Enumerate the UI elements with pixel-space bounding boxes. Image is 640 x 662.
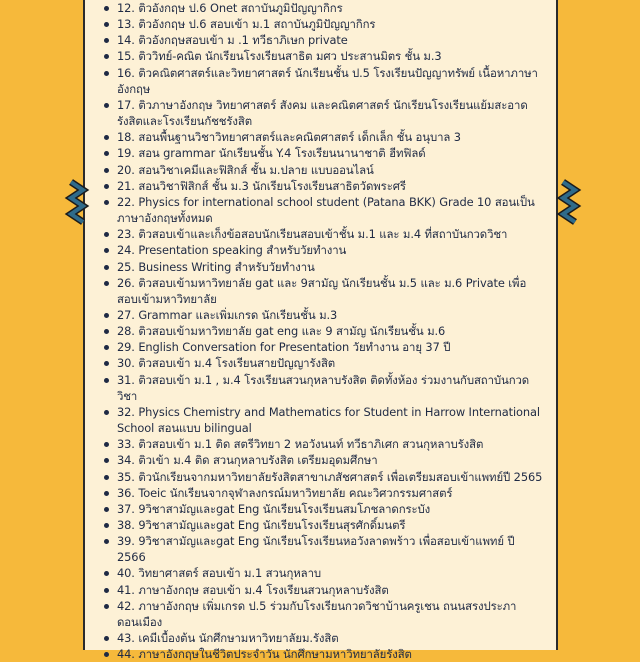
list-item: 23. ติวสอบเข้าและเก็งข้อสอบนักเรียนสอบเข้าชั้น ม.1 และ ม.4 ที่สถาบันกวดวิชา xyxy=(101,226,543,242)
list-item: 17. ติวภาษาอังกฤษ วิทยาศาสตร์ สังคม และคณิตศาสตร์ นักเรียนโรงเรียนแย้มสะอาดรังสิตและโรงเรียนกัชชรังสิต xyxy=(101,97,543,129)
list-item: 38. 9วิชาสามัญและgat Eng นักเรียนโรงเรียนสุรศักดิ์มนตรี xyxy=(101,517,543,533)
content-panel xyxy=(83,0,558,662)
list-item: 43. เคมีเบื้องต้น นักศึกษามหาวิทยาลัยม.รังสิต xyxy=(101,630,543,646)
list-item: 12. ติวอังกฤษ ป.6 Onet สถาบันภูมิปัญญากิกร xyxy=(101,0,543,16)
list-item: 13. ติวอังกฤษ ป.6 สอบเข้า ม.1 สถาบันภูมิปัญญากิกร xyxy=(101,16,543,32)
experience-list xyxy=(101,0,543,662)
list-item: 35. ติวนักเรียนจากมหาวิทยาลัยรังสิตสาขาเภสัชศาสตร์ เพื่อเตรียมสอบเข้าแพทย์ปี 2565 xyxy=(101,469,543,485)
list-item: 24. Presentation speaking สำหรับวัยทำงาน xyxy=(101,242,543,258)
list-item: 40. วิทยาศาสตร์ สอบเข้า ม.1 สวนกุหลาบ xyxy=(101,565,543,581)
list-item: 28. ติวสอบเข้ามหาวิทยาลัย gat eng และ 9 สามัญ นักเรียนชั้น ม.6 xyxy=(101,323,543,339)
list-item: 32. Physics Chemistry and Mathematics for Student in Harrow International School สอนแบบ bilingual xyxy=(101,404,543,436)
right-zigzag-icon xyxy=(558,180,580,228)
list-item: 18. สอนพื้นฐานวิชาวิทยาศาสตร์และคณิตศาสตร์ เด็กเล็ก ชั้น อนุบาล 3 xyxy=(101,129,543,145)
left-zigzag-icon xyxy=(66,180,88,228)
list-item: 31. ติวสอบเข้า ม.1 , ม.4 โรงเรียนสวนกุหลาบรังสิต ติดทั้งห้อง ร่วมงานกับสถาบันกวดวิชา xyxy=(101,372,543,404)
list-item: 33. ติวสอบเข้า ม.1 ติด สตรีวิทยา 2 หอวังนนท์ ทวีธาภิเศก สวนกุหลาบรังสิต xyxy=(101,436,543,452)
list-item: 41. ภาษาอังกฤษ สอบเข้า ม.4 โรงเรียนสวนกุหลาบรังสิต xyxy=(101,582,543,598)
list-item: 44. ภาษาอังกฤษในชีวิตประจำวัน นักศึกษามหาวิทยาลัยรังสิต xyxy=(101,646,543,662)
list-item: 22. Physics for international school student (Patana BKK) Grade 10 สอนเป็นภาษาอังกฤษทั้งหมด xyxy=(101,194,543,226)
list-item: 37. 9วิชาสามัญและgat Eng นักเรียนโรงเรียนสมโภชลาดกระบัง xyxy=(101,501,543,517)
list-item: 26. ติวสอบเข้ามหาวิทยาลัย gat และ 9สามัญ นักเรียนชั้น ม.5 และ ม.6 Private เพื่อสอบเข้ามหาวิทยาลัย xyxy=(101,275,543,307)
list-item: 39. 9วิชาสามัญและgat Eng นักเรียนโรงเรียนหอวังลาดพร้าว เพื่อสอบเข้าแพทย์ ปี 2566 xyxy=(101,533,543,565)
list-item: 16. ติวคณิตศาสตร์และวิทยาศาสตร์ นักเรียนชั้น ป.5 โรงเรียนปัญญาทรัพย์ เนื้อหาภาษาอังกฤษ xyxy=(101,65,543,97)
list-item: 14. ติวอังกฤษสอบเข้า ม .1 ทวีธาภิเษก private xyxy=(101,32,543,48)
list-item: 21. สอนวิชาฟิสิกส์ ชั้น ม.3 นักเรียนโรงเรียนสาธิตวัดพระศรี xyxy=(101,178,543,194)
list-item: 20. สอนวิชาเคมีและฟิสิกส์ ชั้น ม.ปลาย แบบออนไลน์ xyxy=(101,162,543,178)
list-item: 42. ภาษาอังกฤษ เพิ่มเกรด ป.5 ร่วมกับโรงเรียนกวดวิชาบ้านครูเชน ถนนสรงประภา ดอนเมือง xyxy=(101,598,543,630)
list-item: 19. สอน grammar นักเรียนชั้น Y.4 โรงเรียนนานาชาติ ฮีทฟิลด์ xyxy=(101,145,543,161)
list-item: 34. ติวเข้า ม.4 ติด สวนกุหลาบรังสิต เตรียมอุดมศึกษา xyxy=(101,452,543,468)
list-item: 30. ติวสอบเข้า ม.4 โรงเรียนสายปัญญารังสิต xyxy=(101,355,543,371)
list-item: 36. Toeic นักเรียนจากจุฬาลงกรณ์มหาวิทยาลัย คณะวิศวกรรมศาสตร์ xyxy=(101,485,543,501)
list-item: 29. English Conversation for Presentation วัยทำงาน อายุ 37 ปี xyxy=(101,339,543,355)
list-item: 25. Business Writing สำหรับวัยทำงาน xyxy=(101,259,543,275)
list-item: 27. Grammar และเพิ่มเกรด นักเรียนชั้น ม.3 xyxy=(101,307,543,323)
list-item: 15. ติววิทย์-คณิต นักเรียนโรงเรียนสาธิต มศว ประสานมิตร ชั้น ม.3 xyxy=(101,48,543,64)
